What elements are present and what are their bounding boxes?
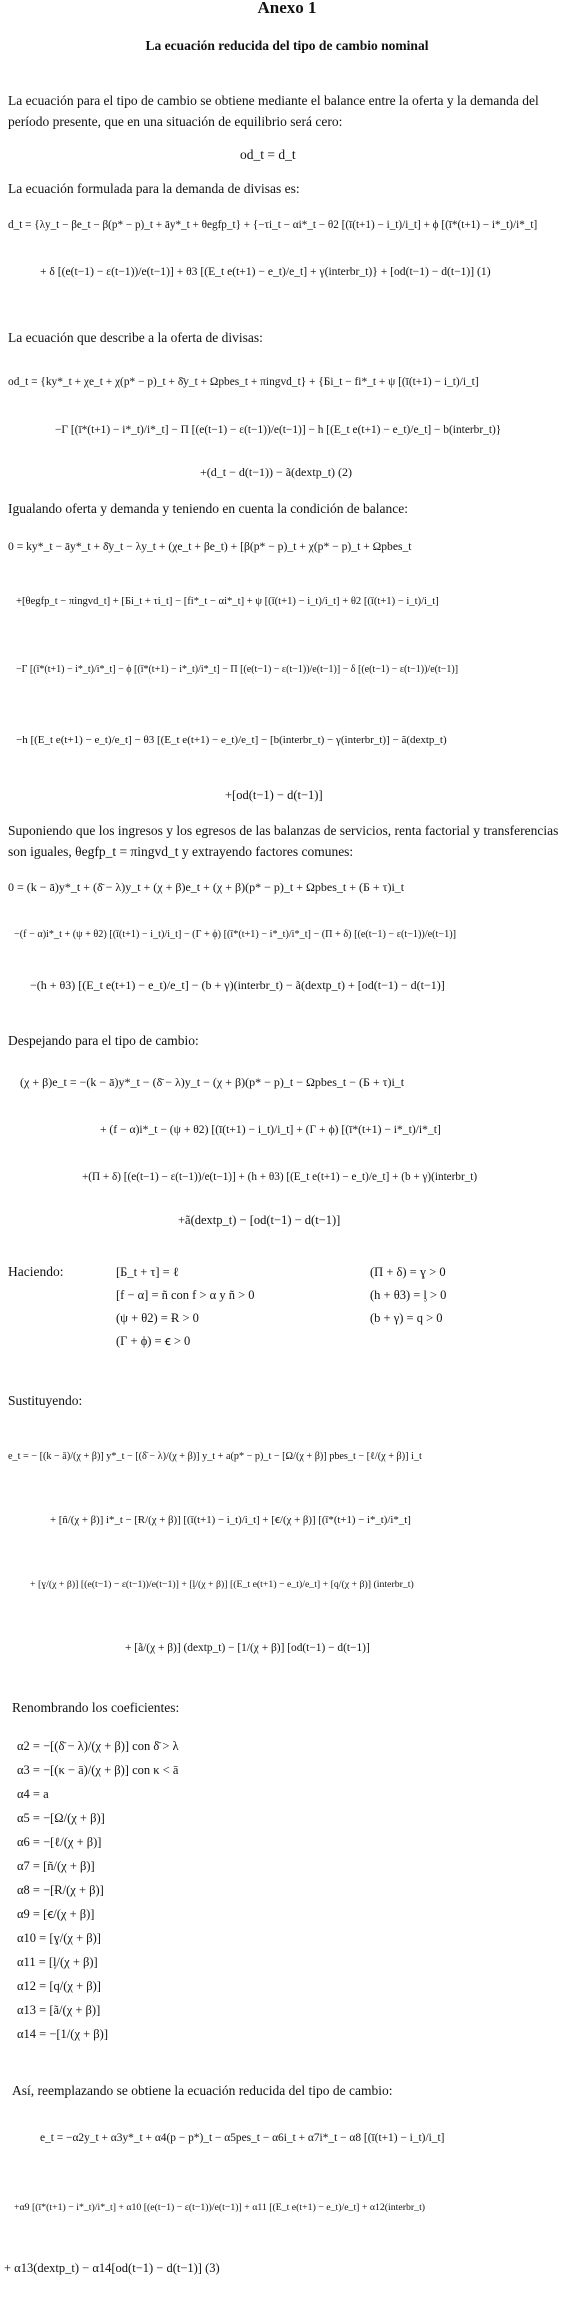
- definition-left-2: [f − α] = ñ con f > α y ñ > 0: [116, 1288, 255, 1302]
- coefficient-alpha2: α2 = −[(δ̄ − λ)/(χ + β)] con δ̄ > λ: [17, 1739, 179, 1753]
- equation-solve-line-4: +ã(dextp_t) − [od(t−1) − d(t−1)]: [178, 1213, 341, 1227]
- equation-balance-line-2: +[θegfp_t − πingvd_t] + [Бi_t + τi_t] − [fi*_t − αi*_t] + ψ [(ī(t+1) − i_t)/i_t] + θ2 [(ī(t+1) − i_t)/i_t]: [16, 596, 439, 607]
- equation-balance-line-3: −Γ [(ī*(t+1) − i*_t)/i*_t] − ϕ [(ī*(t+1) − i*_t)/i*_t] − Π [(e(t−1) − ε(t−1))/e(t−1)] − δ [(e(t−1) − ε(t−1))/e(t−1)]: [16, 664, 459, 675]
- paragraph-supply: La ecuación que describe a la oferta de divisas:: [8, 330, 263, 345]
- paragraph-intro: La ecuación para el tipo de cambio se obtiene mediante el balance entre la oferta y la demanda del período presente, que en una situación de equilibrio será cero:: [8, 93, 539, 129]
- paragraph-solve: Despejando para el tipo de cambio:: [8, 1033, 199, 1048]
- coefficient-alpha7: α7 = [ñ/(χ + β)]: [17, 1859, 95, 1873]
- coefficient-alpha8: α8 = −[Ɍ/(χ + β)]: [17, 1883, 104, 1897]
- coefficient-alpha6: α6 = −[ℓ/(χ + β)]: [17, 1835, 102, 1849]
- coefficient-alpha11: α11 = [ᶅ/(χ + β)]: [17, 1955, 98, 1969]
- coefficient-alpha5: α5 = −[Ω/(χ + β)]: [17, 1811, 105, 1825]
- equation-common-line-3: −(h + θ3) [(E_t e(t+1) − e_t)/e_t] − (b + γ)(interbr_t) − ã(dextp_t) + [od(t−1) − d(t−1)]: [30, 978, 445, 992]
- coefficient-alpha13: α13 = [ã/(χ + β)]: [17, 2003, 101, 2017]
- paragraph-making: Haciendo:: [8, 1264, 64, 1279]
- equation-common-line-1: 0 = (k − ā)y*_t + (δ̄ − λ)y_t + (χ + β)e_t + (χ + β)(p* − p)_t + Ωpbes_t + (Б + τ)i_t: [8, 880, 405, 894]
- coefficient-alpha14: α14 = −[1/(χ + β)]: [17, 2027, 108, 2041]
- definition-left-3: (ψ + θ2) = Ɍ > 0: [116, 1311, 199, 1325]
- paragraph-balance: Igualando oferta y demanda y teniendo en cuenta la condición de balance:: [8, 501, 408, 516]
- equation-subst-line-4: + [ã/(χ + β)] (dextp_t) − [1/(χ + β)] [od(t−1) − d(t−1)]: [125, 1642, 370, 1654]
- definition-right-3: (b + γ) = q > 0: [370, 1311, 443, 1325]
- equation-balance-line-5: +[od(t−1) − d(t−1)]: [225, 788, 323, 802]
- paragraph-substituting: Sustituyendo:: [8, 1393, 83, 1408]
- coefficient-alpha10: α10 = [ɣ/(χ + β)]: [17, 1931, 101, 1945]
- definition-right-1: (Π + δ) = ɣ > 0: [370, 1265, 446, 1279]
- coefficient-alpha12: α12 = [q/(χ + β)]: [17, 1979, 101, 1993]
- coefficient-alpha3: α3 = −[(κ − ā)/(χ + β)] con κ < ā: [17, 1763, 179, 1777]
- equation-balance-line-1: 0 = ky*_t − āy*_t + δ̄y_t − λy_t + (χe_t + βe_t) + [β(p* − p)_t + χ(p* − p)_t + Ωpbes_t: [8, 540, 412, 553]
- equation-solve-line-2: + (f − α)i*_t − (ψ + θ2) [(ī(t+1) − i_t)/i_t] + (Γ + ϕ) [(ī*(t+1) − i*_t)/i*_t]: [100, 1123, 441, 1136]
- equation-supply-line-1: od_t = {ky*_t + χe_t + χ(p* − p)_t + δ̄y_t + Ωpbes_t + πingvd_t} + {Бi_t − fi*_t + ψ [(ī(t+1) − i_t)/i_t]: [8, 376, 479, 388]
- equation-reduced-line-1: e_t = −α2y_t + α3y*_t + α4(p − p*)_t − α5pes_t − α6i_t + α7i*_t − α8 [(ī(t+1) − i_t)/i_t]: [40, 2132, 445, 2144]
- equation-solve-line-1: (χ + β)e_t = −(k − ā)y*_t − (δ̄ − λ)y_t − (χ + β)(p* − p)_t − Ωpbes_t − (Б + τ)i_t: [20, 1075, 405, 1089]
- paragraph-demand: La ecuación formulada para la demanda de divisas es:: [8, 181, 300, 196]
- equation-balance-line-4: −h [(E_t e(t+1) − e_t)/e_t] − θ3 [(E_t e(t+1) − e_t)/e_t] − [b(interbr_t) − γ(interbr_t)] − ã(dextp_t): [16, 734, 447, 746]
- equation-solve-line-3: +(Π + δ) [(e(t−1) − ε(t−1))/e(t−1)] + (h + θ3) [(E_t e(t+1) − e_t)/e_t] + (b + γ)(interbr_t): [82, 1171, 478, 1183]
- equation-subst-line-3: + [ɣ/(χ + β)] [(e(t−1) − ε(t−1))/e(t−1)] + [ᶅ/(χ + β)] [(E_t e(t+1) − e_t)/e_t] + [q/(χ + β)] (interbr_t): [30, 1579, 414, 1590]
- equation-common-line-2: −(f − α)i*_t + (ψ + θ2) [(ī(t+1) − i_t)/i_t] − (Γ + ϕ) [(ī*(t+1) − i*_t)/i*_t] − (Π + δ) [(e(t−1) − ε(t−1))/e(t−1)]: [14, 929, 457, 940]
- coefficient-alpha4: α4 = a: [17, 1787, 49, 1801]
- definition-right-2: (h + θ3) = ᶅ > 0: [370, 1288, 447, 1302]
- annex-heading: Anexo 1: [257, 0, 317, 17]
- coefficient-alpha9: α9 = [ꞓ/(χ + β)]: [17, 1907, 95, 1921]
- definition-left-4: (Γ + ϕ) = ꞓ > 0: [116, 1334, 191, 1348]
- paragraph-reduced: Así, reemplazando se obtiene la ecuación reducida del tipo de cambio:: [12, 2083, 393, 2098]
- equation-reduced-line-2: +α9 [(ī*(t+1) − i*_t)/i*_t] + α10 [(e(t−1) − ε(t−1))/e(t−1)] + α11 [(E_t e(t+1) − e_t)/e_t] + α12(interbr_t): [14, 2202, 426, 2213]
- annex-subtitle: La ecuación reducida del tipo de cambio nominal: [145, 38, 429, 53]
- equation-demand-line-2: + δ [(e(t−1) − ε(t−1))/e(t−1)] + θ3 [(E_t e(t+1) − e_t)/e_t] + γ(interbr_t)} + [od(t−1) − d(t−1)] (1): [40, 265, 491, 278]
- equation-subst-line-1: e_t = − [(k − ā)/(χ + β)] y*_t − [(δ̄ − λ)/(χ + β)] y_t + a(p* − p)_t − [Ω/(χ + β)] pbes_t − [ℓ/(χ + β)] i_t: [8, 1451, 422, 1462]
- paragraph-renaming: Renombrando los coeficientes:: [12, 1700, 180, 1715]
- equation-supply-line-2: −Γ [(ī*(t+1) − i*_t)/i*_t] − Π [(e(t−1) − ε(t−1))/e(t−1)] − h [(E_t e(t+1) − e_t)/e_t] − b(interbr_t)}: [55, 424, 502, 436]
- equation-demand-line-1: d_t = {λy_t − βe_t − β(p* − p)_t + āy*_t + θegfp_t} + {−τi_t − αi*_t − θ2 [(ī(t+1) − i_t)/i_t] + ϕ [(ī*(t+1) − i*_t)/i*_t]: [8, 219, 538, 231]
- paragraph-common-factors: Suponiendo que los ingresos y los egresos de las balanzas de servicios, renta factorial y transferencias son iguales, θegfp_t = πingvd_t y extrayendo factores comunes:: [8, 823, 559, 859]
- equation-equilibrium: od_t = d_t: [240, 147, 296, 162]
- equation-subst-line-2: + [ñ/(χ + β)] i*_t − [Ɍ/(χ + β)] [(ī(t+1) − i_t)/i_t] + [ꞓ/(χ + β)] [(ī*(t+1) − i*_t)/i*_t]: [50, 1514, 411, 1526]
- equation-reduced-line-3: + α13(dextp_t) − α14[od(t−1) − d(t−1)] (3): [4, 2261, 220, 2275]
- equation-supply-line-3: +(d_t − d(t−1)) − ã(dextp_t) (2): [200, 465, 353, 479]
- definition-left-1: [Б_t + τ] = ℓ: [116, 1265, 179, 1279]
